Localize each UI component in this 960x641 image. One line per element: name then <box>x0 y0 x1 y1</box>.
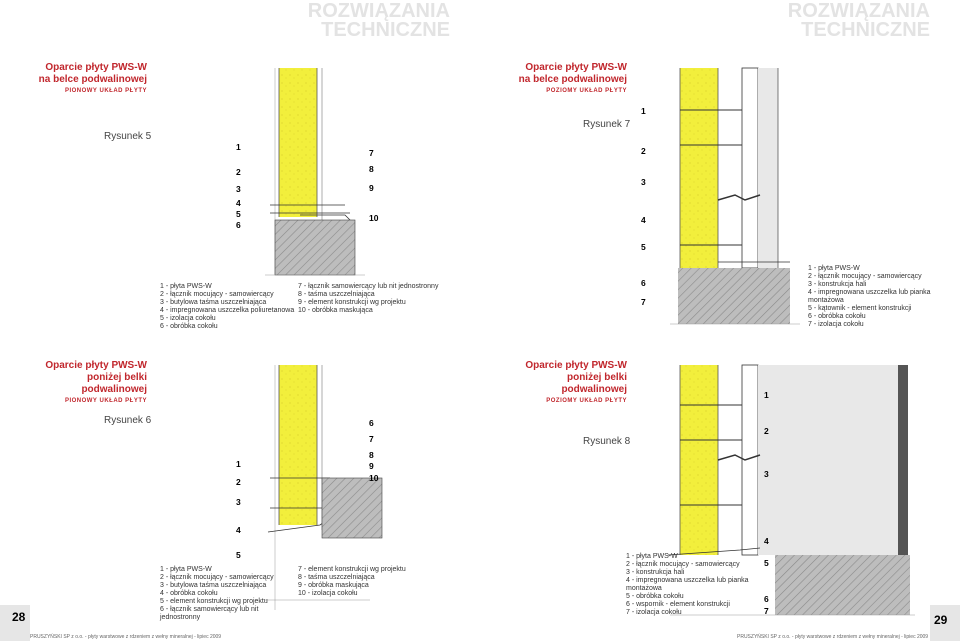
header-right: ROZWIĄZANIA TECHNICZNE <box>787 0 930 41</box>
callout: 3 <box>236 497 241 507</box>
legend: 1 - płyta PWS-W 2 - łącznik mocujący - samowiercący 3 - konstrukcja hali 4 - impregnowana uszczelka lub pianka montażowa 5 - obróbka cokołu 6 - wspornik - element konstrukcji 7 - izolacja cokołu <box>626 553 749 616</box>
figure-label: Rysunek 8 <box>583 436 631 447</box>
callout: 10 <box>369 213 379 223</box>
figure-label: Rysunek 5 <box>104 131 152 142</box>
callout: 7 <box>369 434 374 444</box>
section-subtitle: POZIOMY UKŁAD PŁYTY <box>546 398 627 404</box>
section-title-line2: poniżej belki podwalinowej <box>561 372 627 395</box>
callout: 9 <box>369 461 374 471</box>
callout: 10 <box>369 473 379 483</box>
callout: 2 <box>764 426 769 436</box>
callout: 5 <box>641 242 646 252</box>
section-title: Oparcie płyty PWS-W <box>45 360 147 371</box>
figure-label: Rysunek 6 <box>104 415 152 426</box>
callout: 2 <box>236 167 241 177</box>
callout: 6 <box>236 220 241 230</box>
callout: 8 <box>369 164 374 174</box>
section-q2 <box>500 62 627 94</box>
section-title: Oparcie płyty PWS-W <box>525 62 627 73</box>
callout: 7 <box>369 148 374 158</box>
callout: 3 <box>641 177 646 187</box>
section-title-line2: na belce podwalinowej <box>38 74 147 85</box>
callout: 1 <box>764 390 769 400</box>
callout: 7 <box>764 606 769 616</box>
callout: 4 <box>764 536 769 546</box>
callout: 3 <box>236 184 241 194</box>
page-number-right: 29 <box>934 613 948 627</box>
section-q3 <box>20 360 147 404</box>
callout: 3 <box>764 469 769 479</box>
footer-right: PRUSZYŃSKI SP z o.o. - płyty warstwowe z rdzeniem z wełny mineralnej - lipiec 2009 <box>737 634 929 640</box>
legend: 1 - płyta PWS-W 2 - łącznik mocujący - samowiercący 3 - butylowa taśma uszczelniająca 4 - obróbka cokołu 5 - element konstrukcji wg projektu 6 - łącznik samowiercący lub nit jednostronny <box>160 566 274 621</box>
callout: 6 <box>641 278 646 288</box>
legend: 1 - płyta PWS-W 2 - łącznik mocujący - samowiercący 3 - konstrukcja hali 4 - impregnowana uszczelka lub pianka montażowa 5 - kątownik - element konstrukcji 6 - obróbka cokołu 7 - izolacja cokołu <box>808 265 931 328</box>
callout: 1 <box>236 459 241 469</box>
figure-label: Rysunek 7 <box>583 119 631 130</box>
page-number-left: 28 <box>12 610 26 624</box>
callout: 6 <box>764 594 769 604</box>
footer-left: PRUSZYŃSKI SP z o.o. - płyty warstwowe z rdzeniem z wełny mineralnej - lipiec 2009 <box>30 634 222 640</box>
callout: 4 <box>236 525 241 535</box>
section-title-line2: na belce podwalinowej <box>518 74 627 85</box>
callout: 9 <box>369 183 374 193</box>
callout: 1 <box>641 106 646 116</box>
section-subtitle: PIONOWY UKŁAD PŁYTY <box>64 398 147 404</box>
callout: 2 <box>641 146 646 156</box>
callout: 5 <box>236 209 241 219</box>
section-subtitle: PIONOWY UKŁAD PŁYTY <box>64 88 147 94</box>
callout: 5 <box>764 558 769 568</box>
callout: 4 <box>236 198 241 208</box>
section-title-line2: poniżej belki podwalinowej <box>81 372 147 395</box>
section-subtitle: POZIOMY UKŁAD PŁYTY <box>546 88 627 94</box>
callout: 1 <box>236 142 241 152</box>
drawing-rysunek-7 <box>670 68 800 324</box>
callout: 2 <box>236 477 241 487</box>
callout: 6 <box>369 418 374 428</box>
header-left: ROZWIĄZANIA TECHNICZNE <box>307 0 450 41</box>
callout: 7 <box>641 297 646 307</box>
legend: 7 - element konstrukcji wg projektu 8 - taśma uszczelniająca 9 - obróbka maskująca 10 - izolacja cokołu <box>298 566 406 597</box>
callout: 5 <box>236 550 241 560</box>
section-title: Oparcie płyty PWS-W <box>525 360 627 371</box>
drawing-rysunek-5 <box>265 68 365 275</box>
legend: 1 - płyta PWS-W 2 - łącznik mocujący - samowiercący 3 - butylowa taśma uszczelniająca 4 - impregnowana uszczelka poliuretanowa 5 - izolacja cokołu 6 - obróbka cokołu <box>160 283 295 330</box>
legend: 7 - łącznik samowiercący lub nit jednostronny 8 - taśma uszczelniająca 9 - element konstrukcji wg projektu 10 - obróbka maskująca <box>298 283 439 314</box>
section-q4 <box>500 360 627 404</box>
section-title: Oparcie płyty PWS-W <box>45 62 147 73</box>
section-q1 <box>20 62 147 94</box>
callout: 8 <box>369 450 374 460</box>
callout: 4 <box>641 215 646 225</box>
